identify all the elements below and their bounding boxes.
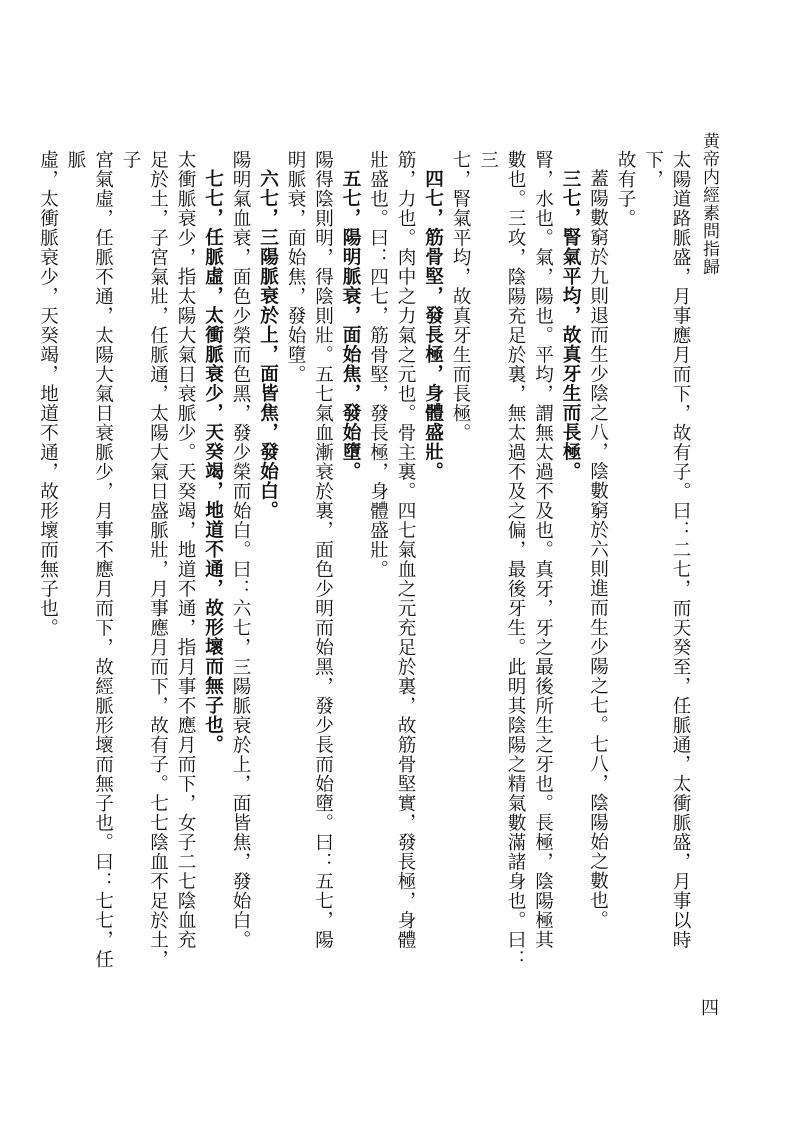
text-column <box>557 150 585 980</box>
text-column <box>584 150 612 980</box>
text-column <box>639 150 694 980</box>
commentary-segment: 數也。三攻，陰陽充足於裏，無太過不及之偏，最後牙生。此明其陰陽之精氣數滿諸身也。曰：三 <box>477 150 526 969</box>
text-column <box>474 150 529 980</box>
text-column <box>309 150 337 980</box>
classic-quote-segment: 五七，陽明脈衰，面始焦，發始墮。 <box>340 169 361 481</box>
commentary-segment: 壯盛也。曰：四七，筋骨堅，發長極，身體盛壯。 <box>367 150 389 579</box>
commentary-segment: 腎，水也。氣，陽也。平均，謂無太過不及也。真牙，牙之最後所生之牙也。長極，陰陽極其 <box>532 150 554 950</box>
commentary-segment: 宮氣虛，任脈不通，太陽大氣日衰脈少，月事不應月而下，故經脈形壞而無子也。曰：七七，任脈 <box>65 150 114 969</box>
commentary-segment: 七，腎氣平均，故真牙生而長極。 <box>450 150 471 443</box>
classic-quote-segment: 四七，筋骨堅，發長極，身體盛壯。 <box>422 169 444 481</box>
vertical-text-body <box>37 150 694 980</box>
classic-quote-segment: 七七，任脈虛，太衝脈衰少，天癸竭，地道不通，故形壞而無子也。 <box>202 169 224 754</box>
commentary-segment: 筋，力也。肉中之力氣之元也。骨主裏。四七氣血之元充足於裏，故筋骨堅實，發長極，身體 <box>395 150 416 950</box>
text-column <box>392 150 420 980</box>
text-column <box>282 150 310 980</box>
commentary-segment: 虛，太衝脈衰少，天癸竭，地道不通，故形壞而無子也。 <box>37 150 59 638</box>
text-column <box>227 150 255 980</box>
text-column <box>34 150 62 980</box>
text-column <box>337 150 365 980</box>
text-column <box>529 150 557 980</box>
commentary-segment: 蓋陽數窮於九則退而生少陰之八，陰數窮於六則進而生少陽之七。七八，陰陽始之數也。 <box>587 169 609 930</box>
text-column <box>612 150 640 980</box>
classic-quote-segment: 六七，三陽脈衰於上，面皆焦，發始白。 <box>257 169 279 520</box>
text-column <box>364 150 392 980</box>
text-column <box>62 150 117 980</box>
text-column <box>117 150 172 980</box>
text-column <box>254 150 282 980</box>
commentary-segment: 足於土，子宮氣壯，任脈通，太陽大氣日盛脈壯，月事應月而下，故有子。七七陰血不足於土，子 <box>120 150 169 969</box>
text-column <box>447 150 475 980</box>
commentary-segment: 故有子。 <box>615 150 636 228</box>
commentary-segment: 陽明氣血衰，面色少榮而色黑，發少榮而始白。曰：六七，三陽脈衰於上，面皆焦，發始白。 <box>230 150 251 950</box>
commentary-segment: 太陽道路脈盛，月事應月而下，故有子。曰：二七，而天癸至，任脈通，太衝脈盛，月事以時下， <box>642 150 691 950</box>
commentary-segment: 明脈衰，面始焦，發始墮。 <box>285 150 306 384</box>
text-column <box>199 150 227 980</box>
commentary-segment: 太衝脈衰少，指太陽大氣日衰脈少。天癸竭，地道不通，指月事不應月而下，女子二七陰血充 <box>175 150 196 950</box>
book-title: 黄帝内經素問指歸 <box>699 132 719 276</box>
text-column <box>172 150 200 980</box>
commentary-segment: 陽得陰則明，得陰則壯。五七氣血漸衰於裏，面色少明而始黑，發少長而始墮。曰：五七，陽 <box>312 150 334 950</box>
classic-quote-segment: 三七，腎氣平均，故真牙生而長極。 <box>560 169 581 481</box>
text-column <box>419 150 447 980</box>
page-number: 四 <box>698 998 719 1016</box>
